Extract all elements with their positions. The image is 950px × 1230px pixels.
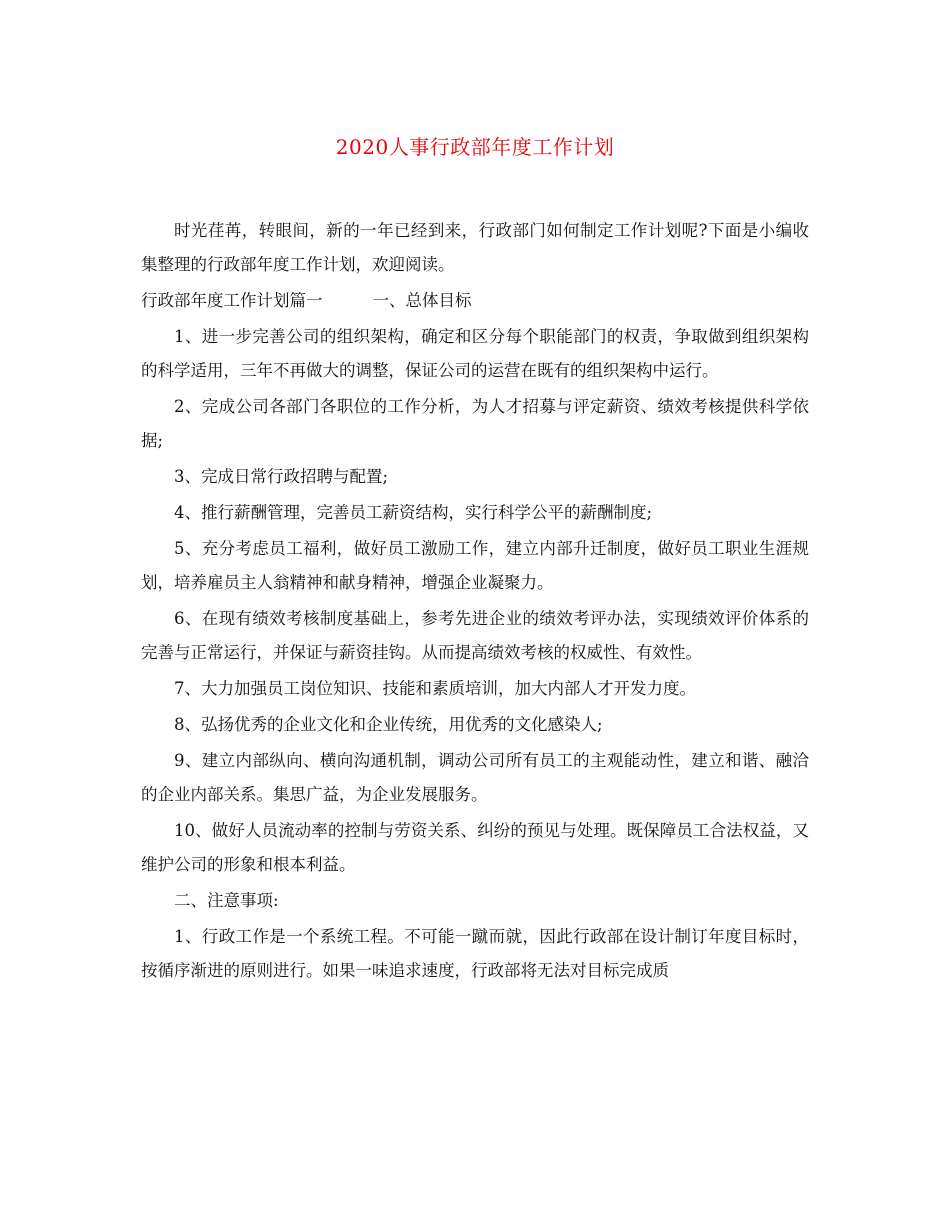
- goal-item-4: 4、推行薪酬管理，完善员工薪资结构，实行科学公平的薪酬制度;: [174, 503, 653, 522]
- goal-item-6: 6、在现有绩效考核制度基础上，参考先进企业的绩效考评办法，实现绩效评价体系的完善与正常运行，并保证与薪资挂钩。从而提高绩效考核的权威性、有效性。: [141, 609, 809, 662]
- intro-paragraph: 时光荏苒，转眼间，新的一年已经到来，行政部门如何制定工作计划呢?下面是小编收集整理的行政部年度工作计划，欢迎阅读。: [141, 221, 809, 274]
- goal-item-7: 7、大力加强员工岗位知识、技能和素质培训，加大内部人才开发力度。: [174, 679, 696, 698]
- goal-item-5: 5、充分考虑员工福利，做好员工激励工作，建立内部升迁制度，做好员工职业生涯规划，培养雇员主人翁精神和献身精神，增强企业凝聚力。: [141, 539, 809, 592]
- goal-item-2: 2、完成公司各部门各职位的工作分析，为人才招募与评定薪资、绩效考核提供科学依据;: [141, 397, 809, 450]
- section-heading: [141, 284, 809, 318]
- goal-item-3: 3、完成日常行政招聘与配置;: [174, 467, 389, 486]
- goal-item-9: 9、建立内部纵向、横向沟通机制，调动公司所有员工的主观能动性，建立和谐、融洽的企业内部关系。集思广益，为企业发展服务。: [141, 751, 809, 804]
- goal-item-1: 1、进一步完善公司的组织架构，确定和区分每个职能部门的权责，争取做到组织架构的科学适用，三年不再做大的调整，保证公司的运营在既有的组织架构中运行。: [141, 327, 809, 380]
- goal-item-8: 8、弘扬优秀的企业文化和企业传统，用优秀的文化感染人;: [174, 715, 603, 734]
- section-heading-part2: 一、总体目标: [372, 291, 472, 310]
- section-heading-part1: 行政部年度工作计划篇一: [141, 291, 323, 310]
- notes-heading: 二、注意事项:: [174, 891, 279, 910]
- document-body: [141, 214, 809, 990]
- goal-item-10: 10、做好人员流动率的控制与劳资关系、纠纷的预见与处理。既保障员工合法权益，又维护公司的形象和根本利益。: [141, 821, 809, 874]
- note-item-1: 1、行政工作是一个系统工程。不可能一蹴而就，因此行政部在设计制订年度目标时，按循序渐进的原则进行。如果一味追求速度，行政部将无法对目标完成质: [141, 927, 809, 980]
- document-title: 2020人事行政部年度工作计划: [335, 135, 615, 159]
